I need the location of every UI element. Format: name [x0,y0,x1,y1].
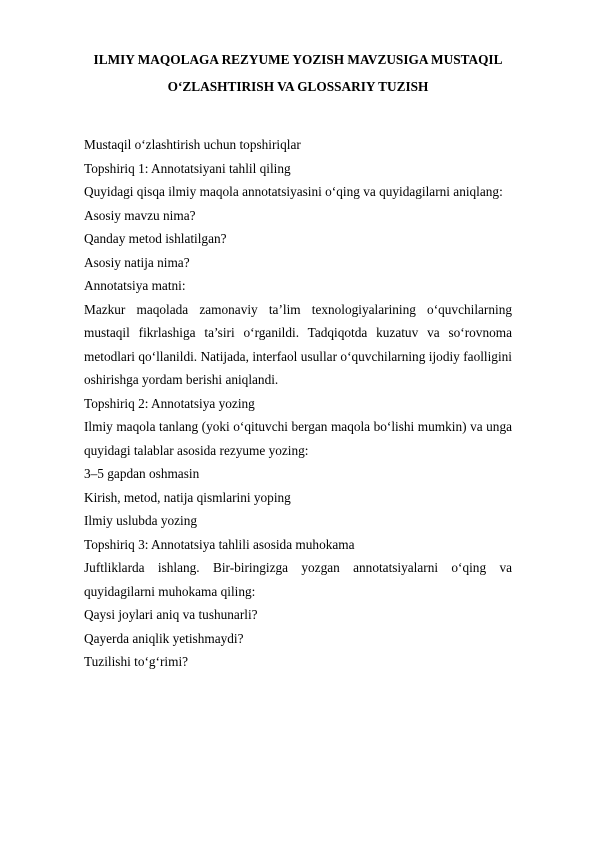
document-body [84,133,512,674]
task-2-instruction: Ilmiy maqola tanlang (yoki o‘qituvchi bergan maqola bo‘lishi mumkin) va unga quyidagi talablar asosida rezyume yozing: [84,419,512,458]
task-3-question: Tuzilishi to‘g‘rimi? [84,654,189,669]
annotation-text-label: Annotatsiya matni: [84,278,186,293]
task-1-instruction: Quyidagi qisqa ilmiy maqola annotatsiyasini o‘qing va quyidagilarni aniqlang: [84,184,503,199]
task-2-requirement: Kirish, metod, natija qismlarini yoping [84,489,291,505]
task-2-requirement: 3–5 gapdan oshmasin [84,466,200,481]
task-1-question: Asosiy mavzu nima? [84,207,196,223]
task-3-instruction: Juftliklarda ishlang. Bir-biringizga yozgan annotatsiyalarni o‘qing va quyidagilarni muhokama qiling: [84,560,512,599]
document-title-line-1: ILMIY MAQOLAGA REZYUME YOZISH MAVZUSIGA MUSTAQIL [93,52,503,67]
task-3-heading: Topshiriq 3: Annotatsiya tahlili asosida muhokama [84,536,355,552]
task-1-heading: Topshiriq 1: Annotatsiyani tahlil qiling [84,160,291,176]
annotation-text-paragraph: Mazkur maqolada zamonaviy ta’lim texnologiyalarining o‘quvchilarning mustaqil fikrlashiga ta’siri o‘rganildi. Tadqiqotda kuzatuv va so‘rovnoma metodlari qo‘llanildi. Natijada, interfaol usullar o‘quvchilarning ijodiy faolligini oshirishga yordam berishi aniqlandi. [84,301,512,387]
task-3-question: Qaysi joylari aniq va tushunarli? [84,607,258,622]
task-1-question: Qanday metod ishlatilgan? [84,231,227,246]
task-2-requirement: Ilmiy uslubda yozing [84,513,198,528]
document-title-line-2: O‘ZLASHTIRISH VA GLOSSARIY TUZISH [167,79,429,94]
section-heading: Mustaqil o‘zlashtirish uchun topshiriqlar [84,137,301,152]
task-2-heading: Topshiriq 2: Annotatsiya yozing [84,395,255,411]
task-3-question: Qayerda aniqlik yetishmaydi? [84,630,244,646]
task-1-question: Asosiy natija nima? [84,254,190,270]
